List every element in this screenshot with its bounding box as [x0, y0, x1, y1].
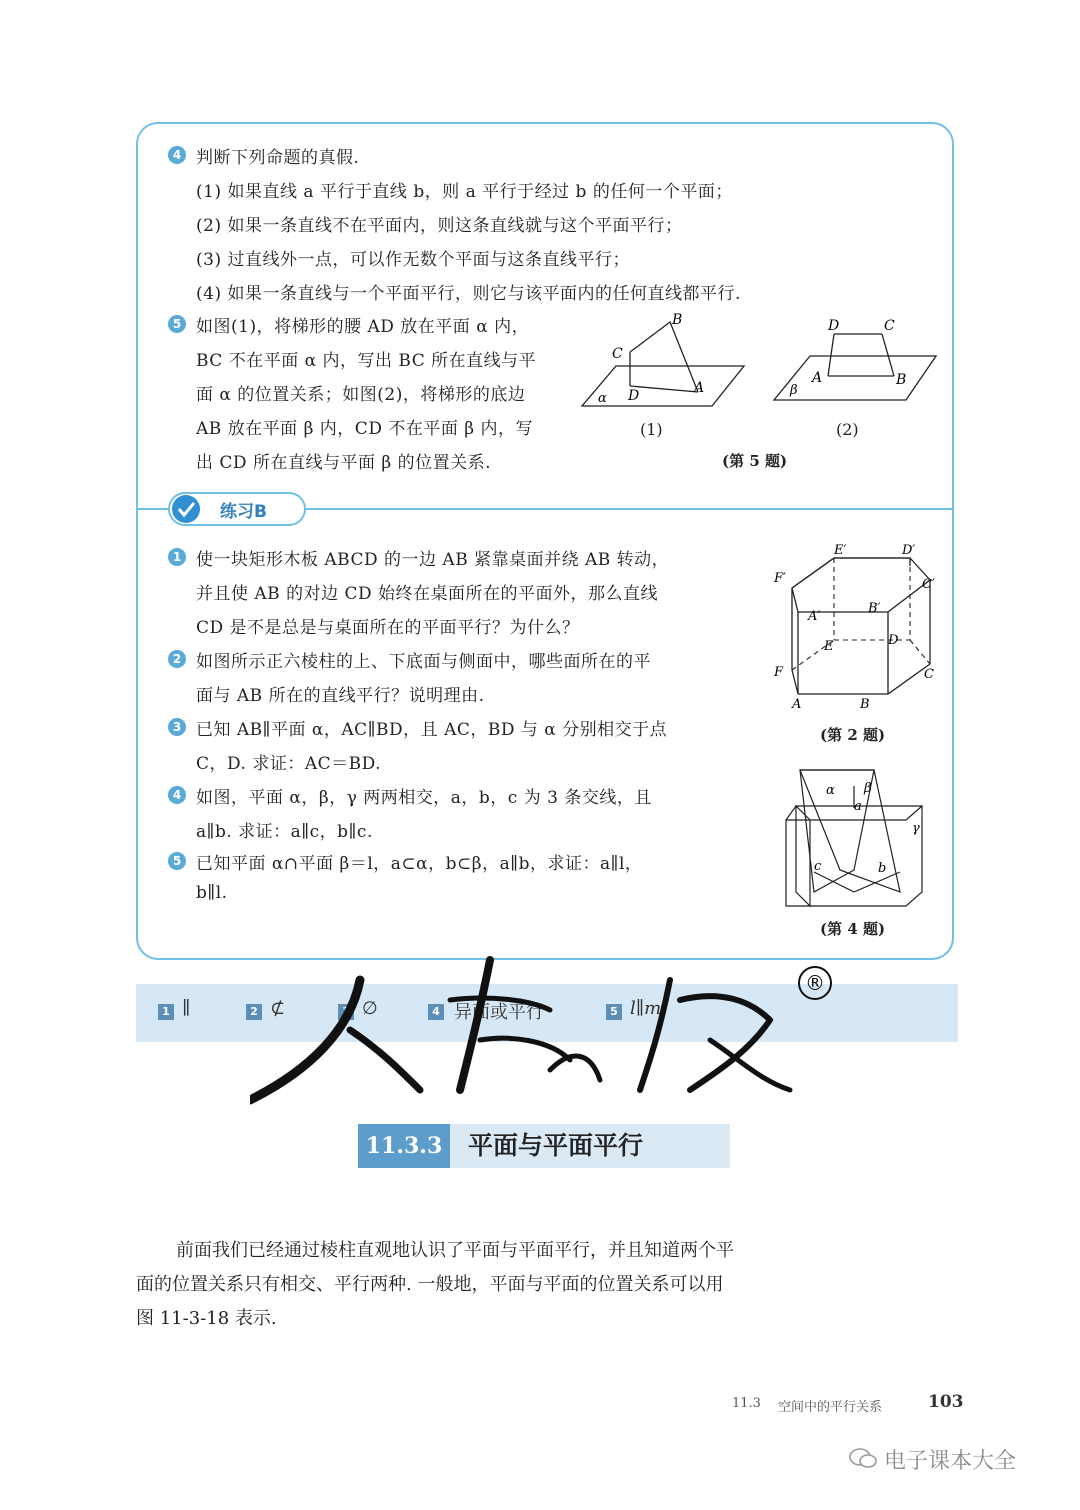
exercise-b-tab — [168, 492, 306, 526]
point-label: E — [824, 639, 834, 654]
point-label: B — [896, 372, 907, 388]
point-label: C′ — [922, 577, 935, 592]
point-label: D — [628, 388, 640, 404]
answer-number: 1 — [158, 1004, 174, 1020]
point-label: B′ — [868, 601, 881, 616]
question-number: 4 — [168, 786, 186, 804]
question-number: 2 — [168, 650, 186, 668]
plane-label: β — [864, 781, 872, 796]
point-label: C — [612, 346, 623, 362]
body-line: 前面我们已经通过棱柱直观地认识了平面与平面平行，并且知道两个平 — [176, 1240, 734, 1261]
question-number: 4 — [168, 146, 186, 164]
question-line: C，D. 求证：AC＝BD. — [196, 754, 382, 774]
question-line: CD 是不是总是与桌面所在的平面平行？为什么？ — [196, 618, 580, 638]
line-label: b — [878, 861, 887, 876]
answer-text: 异面或平行 — [454, 1002, 544, 1023]
figure-caption: (第 5 题) — [722, 452, 788, 470]
question-line: b∥l. — [196, 883, 228, 903]
question-item: (3) 过直线外一点，可以作无数个平面与这条直线平行； — [196, 250, 630, 270]
plane-label: α — [826, 783, 835, 798]
question-line: BC 不在平面 α 内，写出 BC 所在直线与平 — [196, 351, 537, 371]
point-label: B — [860, 697, 870, 712]
registered-mark-icon: ® — [798, 966, 832, 1000]
figure-hexagonal-prism — [770, 540, 946, 712]
exercise-b-label: 练习B — [220, 502, 267, 522]
wechat-icon — [848, 1446, 878, 1470]
question-title: 判断下列命题的真假. — [196, 148, 360, 168]
question-number: 5 — [168, 852, 186, 870]
question-line: AB 放在平面 β 内，CD 不在平面 β 内，写 — [196, 419, 533, 439]
question-line: 面与 AB 所在的直线平行？说明理由. — [196, 686, 485, 706]
question-number: 3 — [168, 718, 186, 736]
figure-trapezoid-plane-beta — [770, 312, 940, 412]
answer-text: ∥ — [182, 998, 191, 1019]
section-heading — [358, 1124, 730, 1168]
question-item: (2) 如果一条直线不在平面内，则这条直线就与这个平面平行； — [196, 216, 683, 236]
answer-number: 3 — [338, 1004, 354, 1020]
point-label: A — [812, 370, 823, 386]
checkmark-icon — [172, 495, 200, 523]
question-line: 面 α 的位置关系；如图(2)，将梯形的底边 — [196, 385, 526, 405]
section-title: 平面与平面平行 — [450, 1124, 730, 1168]
publisher-watermark — [250, 940, 810, 1110]
line-label: a — [854, 799, 862, 814]
answer-number: 4 — [428, 1004, 444, 1020]
watermark-calligraphy — [250, 940, 810, 1110]
body-line: 面的位置关系只有相交、平行两种. 一般地，平面与平面的位置关系可以用 — [136, 1274, 724, 1295]
question-item: (1) 如果直线 a 平行于直线 b，则 a 平行于经过 b 的任何一个平面； — [196, 182, 733, 202]
question-line: 已知平面 α∩平面 β＝l，a⊂α，b⊂β，a∥b，求证：a∥l， — [196, 854, 643, 874]
question-line: 并且使 AB 的对边 CD 始终在桌面所在的平面外，那么直线 — [196, 584, 659, 604]
plane-label: α — [598, 391, 607, 406]
figure-caption: (第 2 题) — [820, 726, 886, 744]
question-line: 如图(1)，将梯形的腰 AD 放在平面 α 内， — [196, 317, 530, 337]
point-label: C — [884, 318, 895, 334]
figure-trapezoid-plane-alpha — [578, 308, 748, 418]
point-label: A — [694, 380, 705, 396]
footer-section: 11.3 — [732, 1396, 761, 1411]
point-label: F — [774, 665, 784, 680]
question-item: (4) 如果一条直线与一个平面平行，则它与该平面内的任何直线都平行. — [196, 284, 741, 304]
question-number: 1 — [168, 548, 186, 566]
watermark-text — [250, 940, 253, 941]
point-label: A — [792, 697, 802, 712]
plane-label: β — [790, 383, 798, 398]
point-label: B — [672, 312, 683, 328]
point-label: D — [888, 633, 899, 648]
answer-text: l∥m — [630, 998, 662, 1019]
figure-caption: (第 4 题) — [820, 920, 886, 938]
question-line: 出 CD 所在直线与平面 β 的位置关系. — [196, 453, 491, 473]
point-label: F′ — [774, 571, 786, 586]
question-line: a∥b. 求证：a∥c，b∥c. — [196, 822, 373, 842]
page-number: 103 — [928, 1392, 964, 1412]
footer-title: 空间中的平行关系 — [778, 1400, 883, 1415]
point-label: E′ — [834, 543, 847, 558]
line-label: c — [814, 859, 822, 874]
question-line: 如图所示正六棱柱的上、下底面与侧面中，哪些面所在的平 — [196, 652, 651, 672]
answer-number: 2 — [246, 1004, 262, 1020]
question-line: 已知 AB∥平面 α，AC∥BD，且 AC，BD 与 α 分别相交于点 — [196, 720, 668, 740]
point-label: D — [828, 318, 840, 334]
point-label: A′ — [808, 609, 821, 624]
plane-label: γ — [912, 821, 920, 836]
figure-label: (1) — [640, 420, 663, 439]
point-label: D′ — [902, 543, 916, 558]
question-line: 如图，平面 α，β，γ 两两相交，a，b，c 为 3 条交线，且 — [196, 788, 652, 808]
point-label: C — [924, 667, 934, 682]
figure-label: (2) — [836, 420, 859, 439]
answer-text: ⊄ — [270, 998, 286, 1019]
source-label: 电子课本大全 — [884, 1449, 1017, 1474]
answer-text: ∅ — [362, 998, 378, 1019]
body-line: 图 11-3-18 表示. — [136, 1308, 277, 1329]
figure-three-planes — [778, 766, 938, 910]
section-number: 11.3.3 — [358, 1124, 450, 1168]
question-line: 使一块矩形木板 ABCD 的一边 AB 紧靠桌面并绕 AB 转动， — [196, 550, 670, 570]
question-number: 5 — [168, 315, 186, 333]
answer-number: 5 — [606, 1004, 622, 1020]
